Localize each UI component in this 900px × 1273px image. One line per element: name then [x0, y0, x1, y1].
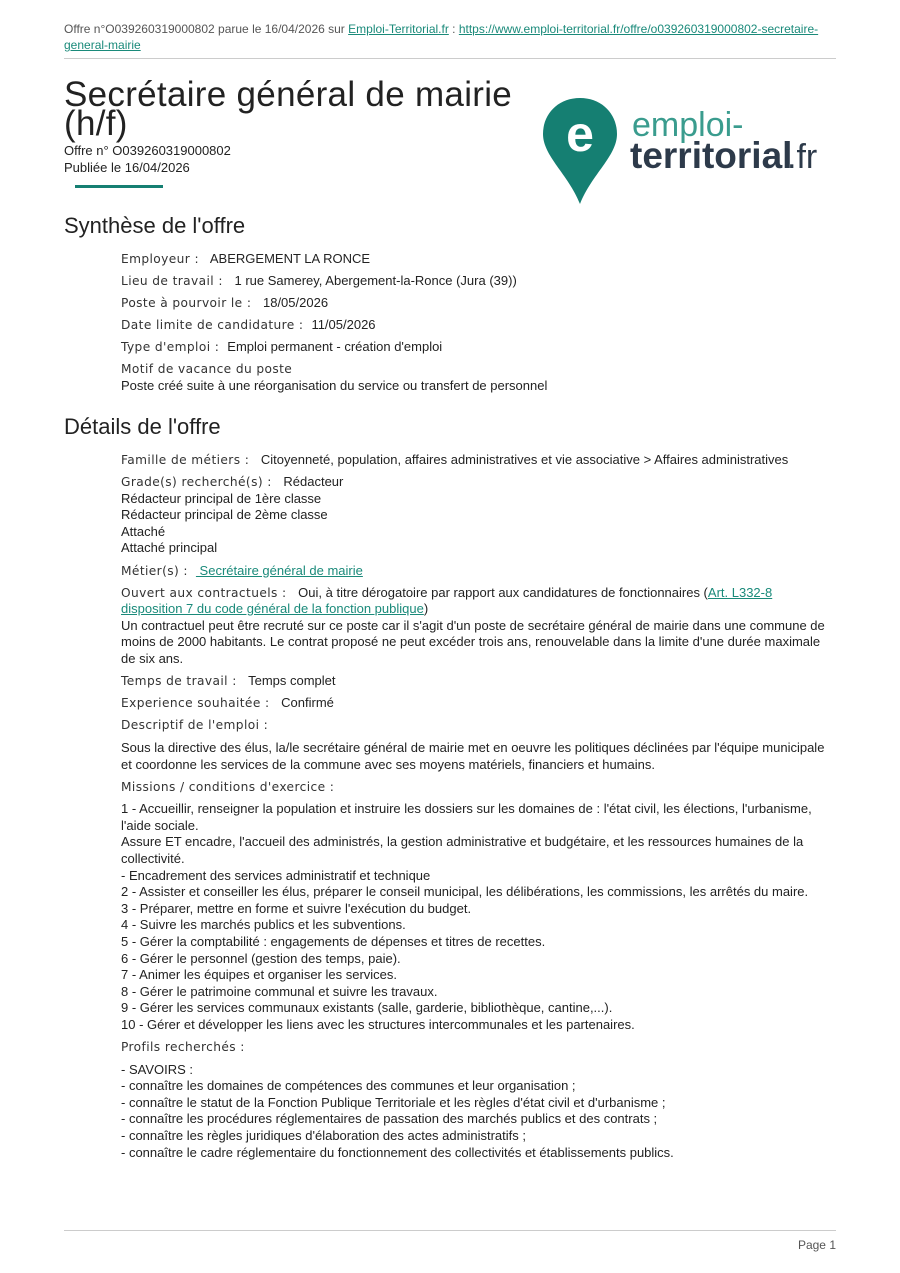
list-item: Rédacteur principal de 2ème classe — [121, 507, 328, 523]
synthese-section — [121, 251, 837, 400]
experience-label: Experience souhaitée : — [121, 696, 270, 711]
date-limite-label: Date limite de candidature : — [121, 318, 304, 333]
lieu-label: Lieu de travail : — [121, 274, 223, 289]
list-item: 6 - Gérer le personnel (gestion des temps, paie). — [121, 950, 401, 966]
motif-row — [121, 361, 837, 394]
missions-row — [121, 779, 837, 1034]
missions-list — [121, 801, 837, 1033]
contractuels-value: Oui, à titre dérogatoire par rapport aux candidatures de fonctionnaires ( — [298, 584, 708, 600]
list-item: 5 - Gérer la comptabilité : engagements de dépenses et titres de recettes. — [121, 933, 546, 949]
svg-text:emploi-: emploi- — [632, 106, 744, 144]
temps-value: Temps complet — [248, 673, 336, 689]
list-item: 8 - Gérer le patrimoine communal et suivre les travaux. — [121, 983, 438, 999]
site-link[interactable]: Emploi-Territorial.fr — [348, 22, 449, 36]
svg-text:e: e — [566, 106, 594, 162]
source-prefix: Offre n°O039260319000802 parue le 16/04/2026 sur — [64, 22, 349, 36]
experience-value: Confirmé — [281, 695, 334, 711]
offer-number: Offre n° O039260319000802 — [64, 143, 231, 158]
list-item: - connaître le statut de la Fonction Publique Territoriale et les règles d'état civil et d'urbanisme ; — [121, 1094, 666, 1110]
motif-label: Motif de vacance du poste — [121, 362, 293, 377]
emploi-territorial-logo — [540, 96, 830, 208]
list-item: - connaître les domaines de compétences des communes et leur organisation ; — [121, 1078, 576, 1094]
page-title: Secrétaire général de mairie (h/f) — [64, 75, 513, 143]
metier-row — [121, 563, 837, 580]
accent-bar — [75, 185, 163, 188]
experience-row — [121, 695, 837, 712]
list-item: Rédacteur principal de 1ère classe — [121, 490, 322, 506]
type-row — [121, 339, 837, 356]
poste-value: 18/05/2026 — [262, 295, 329, 311]
list-item: - connaître les procédures réglementaires de passation des marchés publics et des contrats ; — [121, 1111, 658, 1127]
famille-value: Citoyenneté, population, affaires administratives et vie associative > Affaires administratives — [260, 452, 789, 467]
type-label: Type d'emploi : — [121, 340, 220, 355]
list-item: 1 - Accueillir, renseigner la population et instruire les dossiers sur les domaines de : l'état civil, les élections, l'urbanisme, l'aide sociale. — [121, 801, 812, 833]
lieu-value: 1 rue Samerey, Abergement-la-Ronce (Jura (39)) — [234, 273, 517, 289]
map-pin-icon — [540, 96, 830, 208]
grades-row — [121, 474, 837, 557]
list-item: - SAVOIRS : — [121, 1061, 193, 1077]
employeur-value: ABERGEMENT LA RONCE — [209, 251, 371, 266]
descriptif-value: Sous la directive des élus, la/le secrétaire général de mairie met en oeuvre les politiques déclinées par l'équipe municipale et coordonne les services de la commune avec ses moyens matériels, financiers et humains. — [121, 739, 825, 772]
profils-list — [121, 1062, 837, 1162]
profils-label: Profils recherchés : — [121, 1040, 245, 1054]
temps-label: Temps de travail : — [121, 674, 237, 689]
poste-row — [121, 295, 837, 312]
date-limite-row — [121, 317, 837, 334]
svg-text:territorial: territorial — [630, 135, 793, 176]
metier-link[interactable]: Secrétaire général de mairie — [195, 562, 363, 578]
list-item: 4 - Suivre les marchés publics et les subventions. — [121, 917, 406, 933]
details-heading: Détails de l'offre — [64, 414, 221, 439]
list-item: 3 - Préparer, mettre en forme et suivre l'exécution du budget. — [121, 900, 472, 916]
page-number: Page 1 — [797, 1238, 836, 1252]
contractuels-row — [121, 585, 837, 668]
separator: : — [448, 22, 459, 36]
source-line — [64, 21, 836, 53]
list-item: 7 - Animer les équipes et organiser les services. — [121, 967, 398, 983]
lieu-row — [121, 273, 837, 290]
list-item: 2 - Assister et conseiller les élus, préparer le conseil municipal, les délibérations, les commissions, les arrêtés du maire. — [121, 884, 809, 900]
list-item: Assure ET encadre, l'accueil des administrés, la gestion administrative et budgétaire, et les ressources humaines de la collectivité. — [121, 834, 804, 866]
descriptif-label: Descriptif de l'emploi : — [121, 718, 269, 733]
published-date: Publiée le 16/04/2026 — [64, 160, 190, 175]
employeur-label: Employeur : — [121, 252, 199, 266]
list-item: - connaître les règles juridiques d'élaboration des actes administratifs ; — [121, 1127, 526, 1143]
descriptif-row — [121, 717, 837, 773]
list-item: - connaître le cadre réglementaire du fonctionnement des collectivités et établissements publics. — [121, 1144, 674, 1160]
employeur-row — [121, 251, 837, 268]
metier-label: Métier(s) : — [121, 563, 188, 578]
missions-label: Missions / conditions d'exercice : — [121, 779, 335, 794]
type-value: Emploi permanent - création d'emploi — [227, 339, 443, 355]
temps-row — [121, 673, 837, 690]
famille-label: Famille de métiers : — [121, 453, 250, 467]
svg-text:.fr: .fr — [787, 138, 818, 176]
motif-value: Poste créé suite à une réorganisation du service ou transfert de personnel — [121, 378, 548, 394]
header-divider — [64, 58, 836, 59]
footer-divider — [64, 1230, 836, 1231]
synthese-heading: Synthèse de l'offre — [64, 213, 246, 238]
date-limite-value: 11/05/2026 — [311, 317, 376, 333]
grades-label: Grade(s) recherché(s) : — [121, 475, 272, 490]
details-section — [121, 452, 837, 1167]
offer-meta — [64, 142, 231, 176]
list-item: 10 - Gérer et développer les liens avec les structures intercommunales et les partenaires. — [121, 1016, 635, 1032]
contractuels-note: Un contractuel peut être recruté sur ce poste car il s'agit d'un poste de secrétaire général de mairie dans une commune de moins de 2000 habitants. Le contrat proposé ne peut excéder trois ans, renouvelable dans la limite d'une durée maximale de six ans. — [121, 617, 825, 667]
profils-row — [121, 1039, 837, 1161]
list-item: Attaché — [121, 523, 166, 539]
paren-close: ) — [423, 601, 429, 617]
list-item: Rédacteur — [283, 474, 344, 490]
article-link[interactable]: Art. L332-8 disposition 7 du code général de la fonction publique — [121, 584, 773, 617]
contractuels-label: Ouvert aux contractuels : — [121, 585, 287, 600]
poste-label: Poste à pourvoir le : — [121, 296, 252, 311]
famille-row — [121, 452, 837, 469]
list-item: - Encadrement des services administratif et technique — [121, 867, 431, 883]
list-item: 9 - Gérer les services communaux existants (salle, garderie, bibliothèque, cantine,...). — [121, 1000, 613, 1016]
list-item: Attaché principal — [121, 540, 218, 556]
offer-url-link[interactable]: https://www.emploi-territorial.fr/offre/o039260319000802-secretaire-general-mairie — [64, 22, 819, 52]
